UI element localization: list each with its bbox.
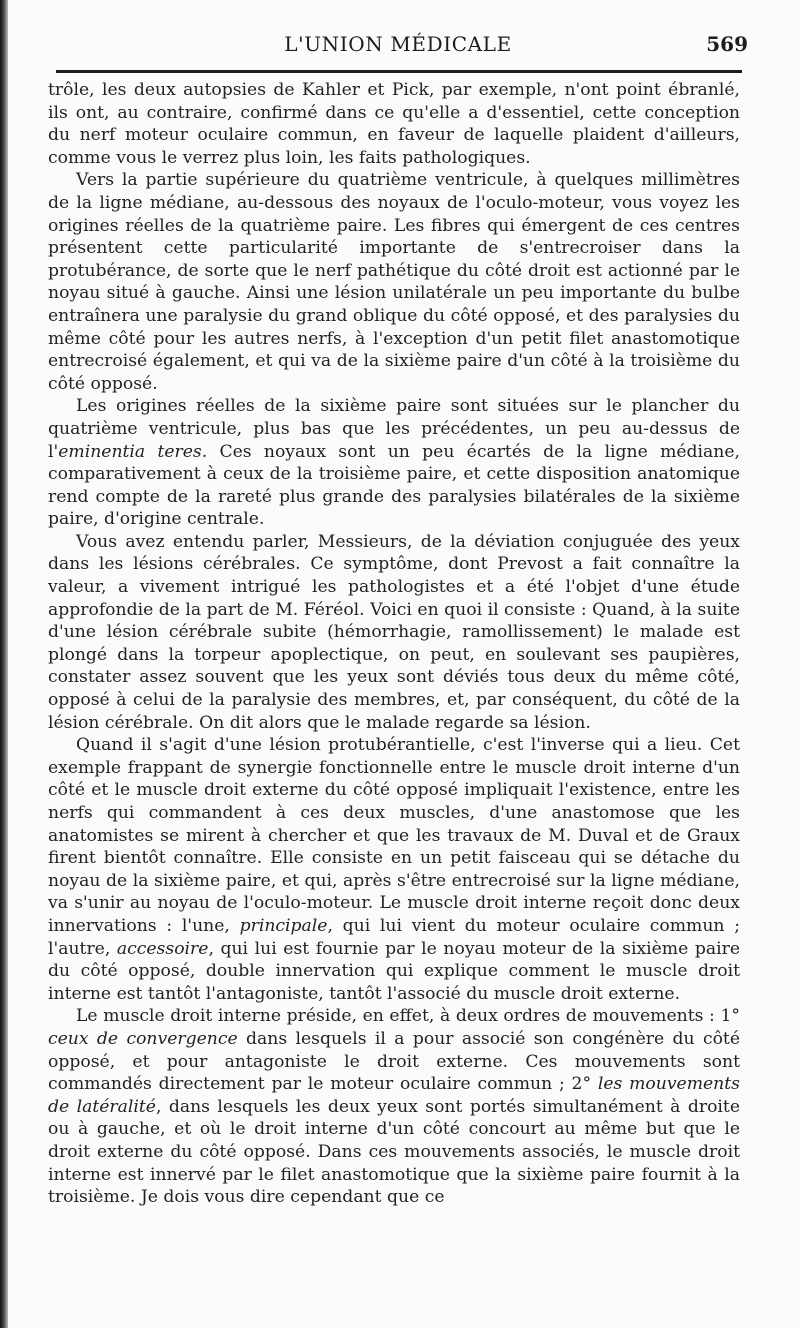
paragraph-4 [48, 531, 740, 734]
running-head [48, 28, 748, 62]
body-text [48, 79, 740, 1209]
paragraph-1 [48, 79, 740, 169]
journal-title: L'UNION MÉDICALE [284, 32, 512, 56]
paragraph-5-emphasis-1: principale [239, 915, 328, 936]
document-page [8, 0, 800, 1328]
paragraph-6-text-3: , dans lesquels les deux yeux sont portés simultanément à droite ou à gauche, et où le droit interne d'un côté concourt au même but que le droit externe du côté opposé. Dans ces mouvements associés, le muscle droit interne est innervé par le filet anastomotique que la sixième paire fournit à la troisième. Je dois vous dire cependant que ce [48, 1096, 740, 1208]
paragraph-5 [48, 734, 740, 1005]
paragraph-5-text-3: , qui lui est fournie par le noyau moteur de la sixième paire du côté opposé, double innervation qui explique comment le muscle droit interne est tantôt l'antagoniste, tantôt l'associé du muscle droit externe. [48, 938, 740, 1004]
paragraph-4-text: Vous avez entendu parler, Messieurs, de la déviation conjuguée des yeux dans les lésions cérébrales. Ce symptôme, dont Prevost a fait connaître la valeur, a vivement intrigué les pathologistes et a été l'objet d'une étude approfondie de la part de M. Féréol. Voici en quoi il consiste : Quand, à la suite d'une lésion cérébrale subite (hémorrhagie, ramollissement) le malade est plongé dans la torpeur apoplectique, on peut, en soulevant ses paupières, constater assez souvent que les yeux sont déviés tous deux du même côté, opposé à celui de la paralysie des membres, et, par conséquent, du côté de la lésion cérébrale. On dit alors que le malade regarde sa lésion. [48, 531, 740, 733]
paragraph-5-emphasis-2: accessoire [116, 938, 209, 959]
paragraph-6-text-1: Le muscle droit interne préside, en effet, à deux ordres de mouvements : 1° [76, 1006, 740, 1027]
paragraph-3-emphasis: eminentia teres [58, 441, 202, 462]
paragraph-6-text-2: dans lesquels il a pour associé son congénère du côté opposé, et pour antagoniste le droit externe. Ces mouvements sont commandés directement par le moteur oculaire commun ; 2° [48, 1028, 741, 1095]
paragraph-5-text-2: , qui lui vient du moteur oculaire commun ; l'autre, [48, 915, 740, 959]
paragraph-2-text: Vers la partie supérieure du quatrième ventricule, à quelques millimètres de la ligne médiane, au-dessous des noyaux de l'oculo-moteur, vous voyez les origines réelles de la quatrième paire. Les fibres qui émergent de ces centres présentent cette particularité importante de s'entrecroiser dans la protubérance, de sorte que le nerf pathétique du côté droit est actionné par le noyau situé à gauche. Ainsi une lésion unilatérale un peu importante du bulbe entraînera une paralysie du grand oblique du côté opposé, et des paralysies du même côté pour les autres nerfs, à l'exception d'un petit filet anastomotique entrecroisé également, et qui va de la sixième paire d'un côté à la troisième du côté opposé. [48, 170, 740, 394]
paragraph-2 [48, 169, 740, 395]
paragraph-3 [48, 395, 740, 531]
page-number: 569 [706, 32, 748, 56]
paragraph-3-text-2: . Ces noyaux sont un peu écartés de la ligne médiane, comparativement à ceux de la troisième paire, et cette disposition anatomique rend compte de la rareté plus grande des paralysies bilatérales de la sixième paire, d'origine centrale. [48, 441, 740, 530]
paragraph-6-emphasis-2: les mouvements de latéralité [48, 1074, 740, 1117]
header-rule [56, 70, 742, 73]
paragraph-3-text-1: Les origines réelles de la sixième paire sont situées sur le plancher du quatrième ventricule, plus bas que les précédentes, un peu au-dessus de l' [48, 396, 740, 462]
paragraph-6 [48, 1005, 740, 1208]
paragraph-1-text: trôle, les deux autopsies de Kahler et Pick, par exemple, n'ont point ébranlé, ils ont, au contraire, confirmé dans ce qu'elle a d'essentiel, cette conception du nerf moteur oculaire commun, en faveur de laquelle plaident d'ailleurs, comme vous le verrez plus loin, les faits pathologiques. [48, 80, 740, 168]
page-gutter-shadow [0, 0, 8, 1328]
paragraph-5-text-1: Quand il s'agit d'une lésion protubérantielle, c'est l'inverse qui a lieu. Cet exemple frappant de synergie fonctionnelle entre le muscle droit interne d'un côté et le muscle droit externe du côté opposé impliquait l'existence, entre les nerfs qui commandent à ces deux muscles, d'une anastomose que les anatomistes se mirent à chercher et que les travaux de M. Duval et de Graux firent bientôt connaître. Elle consiste en un petit faisceau qui se détache du noyau de la sixième paire, et qui, après s'être entrecroisé sur la ligne médiane, va s'unir au noyau de l'oculo-moteur. Le muscle droit interne reçoit donc deux innervations : l'une, [48, 735, 740, 936]
paragraph-6-emphasis-1: ceux de convergence [48, 1028, 238, 1049]
